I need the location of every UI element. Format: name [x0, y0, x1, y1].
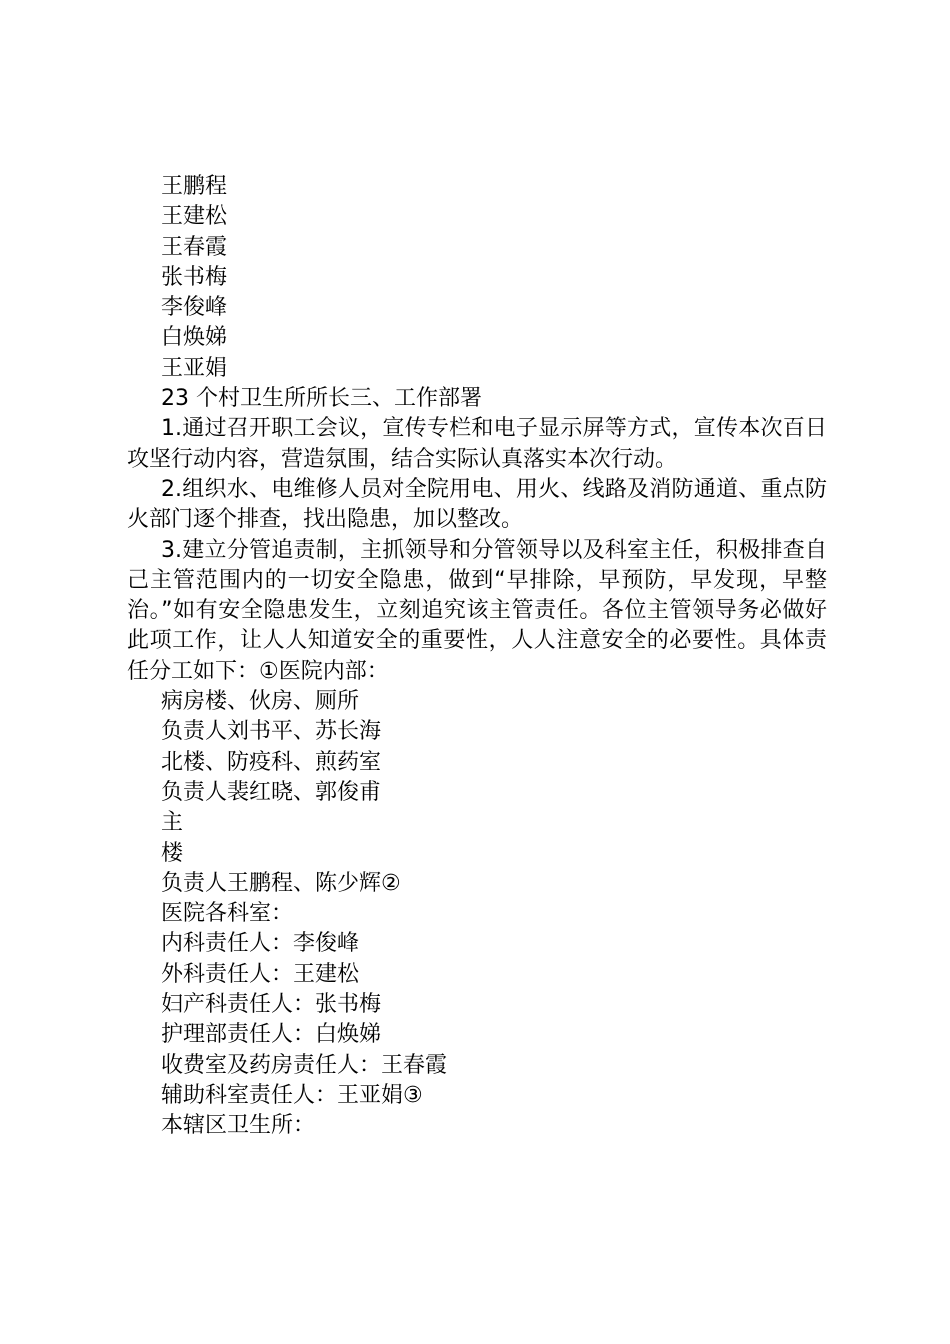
assignment-line: 护理部责任人：白焕娣 [161, 1022, 382, 1048]
assignment-line: 医院各科室： [161, 901, 294, 927]
assignment-line: 妇产科责任人：张书梅 [161, 992, 382, 1018]
assignment-line: 北楼、防疫科、煎药室 [161, 749, 382, 775]
assignment-line: 负责人刘书平、苏长海 [161, 719, 382, 745]
assignment-line: 负责人王鹏程、陈少辉② [161, 870, 401, 896]
document-body [127, 172, 827, 1142]
assignment-line: 负责人裴红晓、郭俊甫 [161, 779, 382, 805]
name-list-item: 李俊峰 [161, 295, 228, 321]
assignment-line: 收费室及药房责任人：王春霞 [161, 1052, 448, 1078]
assignment-line: 本辖区卫生所： [161, 1113, 316, 1139]
name-list-item: 王鹏程 [161, 174, 228, 199]
assignment-line: 内科责任人：李俊峰 [161, 931, 360, 957]
name-list-item: 张书梅 [161, 264, 228, 290]
assignment-line: 主 [161, 810, 184, 836]
assignment-line: 楼 [161, 840, 184, 866]
name-list-item: 王春霞 [161, 234, 228, 260]
name-list-item: 王亚娟 [161, 355, 228, 381]
name-list-item: 王建松 [161, 204, 228, 230]
assignment-line: 病房楼、伙房、厕所 [161, 689, 360, 715]
assignment-line: 外科责任人：王建松 [161, 961, 360, 987]
name-list-item: 白焕娣 [161, 325, 228, 351]
paragraph-3: 3.建立分管追责制，主抓领导和分管领导以及科室主任，积极排查自己主管范围内的一切安全隐患，做到“早排除，早预防，早发现，早整治。”如有安全隐患发生，立刻追究该主管责任。各位主管领导务必做好此项工作，让人人知道安全的重要性，人人注意安全的必要性。具体责任分工如下：①医院内部： [127, 537, 827, 684]
assignment-line: 辅助科室责任人：王亚娟③ [161, 1082, 423, 1108]
paragraph-1: 1.通过召开职工会议，宣传专栏和电子显示屏等方式，宣传本次百日攻坚行动内容，营造氛围，结合实际认真落实本次行动。 [127, 416, 827, 472]
paragraph-2: 2.组织水、电维修人员对全院用电、用火、线路及消防通道、重点防火部门逐个排查，找出隐患，加以整改。 [127, 476, 827, 533]
section-heading: 23 个村卫生所所长三、工作部署 [161, 386, 482, 412]
